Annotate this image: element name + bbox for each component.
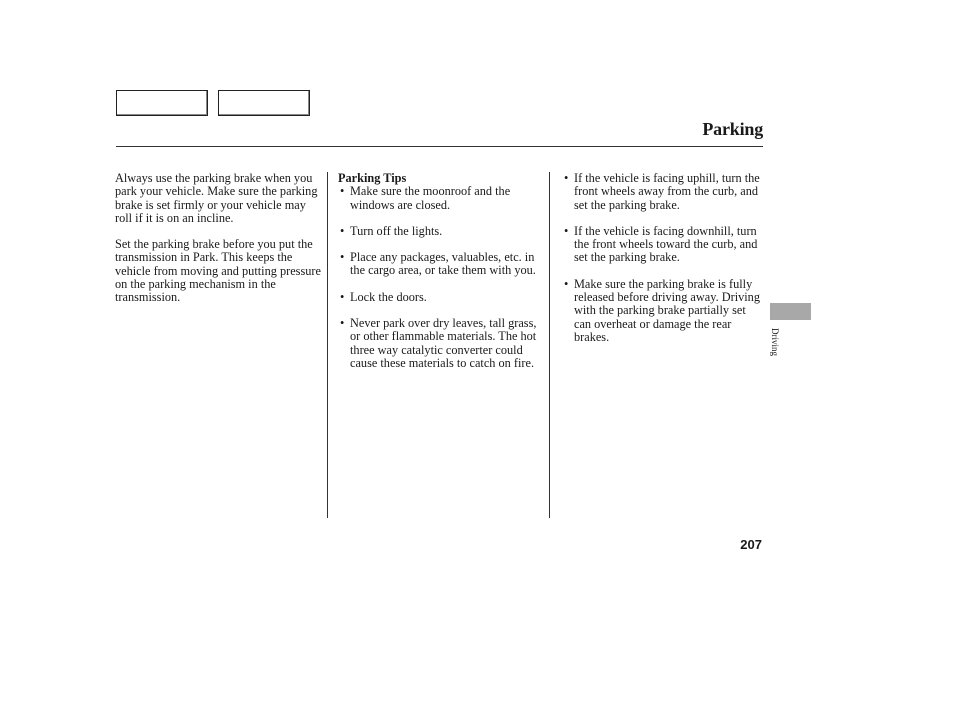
tip-text: If the vehicle is facing downhill, turn the front wheels toward the curb, and set the parking brake. <box>574 223 758 265</box>
bullet-icon: • <box>340 223 345 238</box>
column-divider-2 <box>549 172 550 518</box>
intro-paragraph-2: Set the parking brake before you put the transmission in Park. This keeps the vehicle from moving and putting pressure on the parking mechanism in the transmission. <box>115 237 321 305</box>
intro-paragraph-1: Always use the parking brake when you park your vehicle. Make sure the parking brake is set firmly or your vehicle may roll if it is on an incline. <box>115 171 318 225</box>
page-number: 207 <box>740 537 762 552</box>
bullet-icon: • <box>564 276 569 291</box>
tip-text: Place any packages, valuables, etc. in the cargo area, or take them with you. <box>350 250 536 278</box>
section-tab-marker <box>770 303 811 320</box>
bullet-icon: • <box>564 171 569 185</box>
tip-item <box>562 225 762 265</box>
tip-text: Turn off the lights. <box>350 223 443 238</box>
bullet-icon: • <box>340 184 345 199</box>
bullet-icon: • <box>340 250 345 265</box>
tip-text: Never park over dry leaves, tall grass, or other flammable materials. The hot three way catalytic converter could cause these materials to catch on fire. <box>350 316 537 370</box>
tip-item <box>562 278 762 344</box>
tip-text: Make sure the moonroof and the windows are closed. <box>350 184 511 212</box>
tip-text: Lock the doors. <box>350 289 427 304</box>
column-slope-tips <box>562 172 762 357</box>
nav-box-previous[interactable] <box>116 90 208 116</box>
tip-item <box>338 185 543 212</box>
column-intro <box>115 172 321 318</box>
column-divider-1 <box>327 172 328 518</box>
parking-tips-heading: Parking Tips <box>338 171 407 185</box>
title-divider <box>116 146 763 147</box>
tip-item <box>338 225 543 238</box>
page-title: Parking <box>702 119 763 139</box>
tip-item <box>562 172 762 212</box>
tip-text: Make sure the parking brake is fully released before driving away. Driving with the parking brake partially set can overheat or damage the rear brakes. <box>574 276 760 344</box>
bullet-icon: • <box>340 316 345 331</box>
tip-item <box>338 251 543 278</box>
bullet-icon: • <box>564 223 569 238</box>
tip-item <box>338 317 543 370</box>
bullet-icon: • <box>340 289 345 304</box>
tip-item <box>338 291 543 304</box>
section-label: Driving <box>770 328 780 356</box>
nav-box-next[interactable] <box>218 90 310 116</box>
column-parking-tips <box>338 172 543 383</box>
tip-text: If the vehicle is facing uphill, turn the front wheels away from the curb, and set the parking brake. <box>574 171 760 212</box>
